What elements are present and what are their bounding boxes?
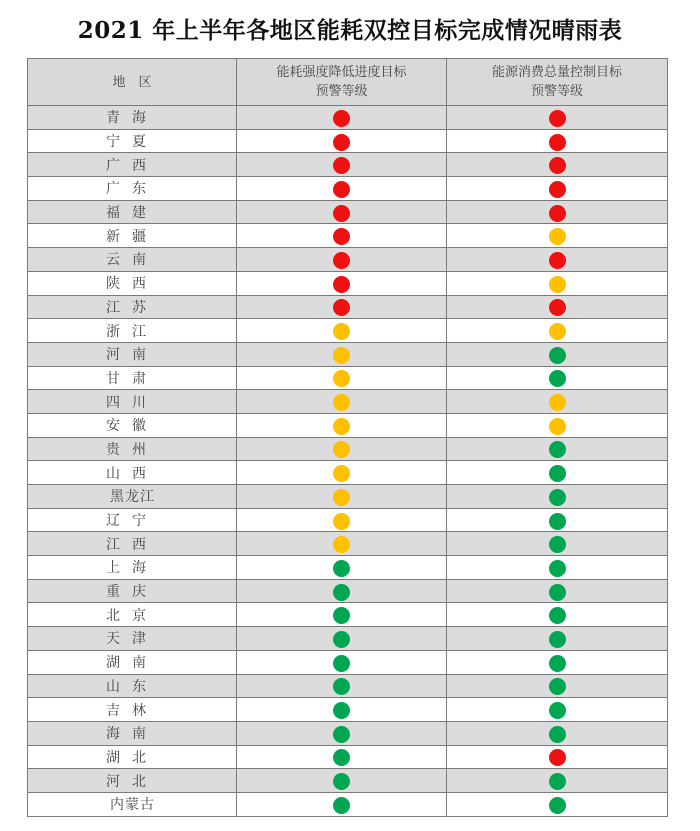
intensity-status-dot [333,181,350,198]
total-status-dot [549,323,566,340]
intensity-cell [237,319,447,343]
total-cell [447,177,668,201]
intensity-status-dot [333,441,350,458]
intensity-cell [237,485,447,509]
total-cell [447,461,668,485]
total-cell [447,556,668,580]
total-cell [447,390,668,414]
total-cell [447,319,668,343]
total-status-dot [549,749,566,766]
total-status-dot [549,584,566,601]
region-name: 浙江 [28,319,237,343]
total-cell [447,792,668,816]
table-row [28,177,668,201]
region-name: 重庆 [28,579,237,603]
region-header-label: 地 区 [112,74,152,90]
intensity-status-dot [333,773,350,790]
intensity-cell [237,390,447,414]
table-row [28,603,668,627]
region-name: 山西 [28,461,237,485]
intensity-cell [237,153,447,177]
table-body [28,106,668,817]
region-name: 吉林 [28,698,237,722]
table-row [28,745,668,769]
intensity-cell [237,106,447,130]
intensity-cell [237,627,447,651]
table-row [28,342,668,366]
table-row [28,437,668,461]
total-status-dot [549,276,566,293]
region-name: 云南 [28,248,237,272]
total-cell [447,627,668,651]
warning-table [27,58,668,817]
total-status-dot [549,347,566,364]
header-row [28,59,668,106]
region-name: 甘肃 [28,366,237,390]
total-cell [447,532,668,556]
table-row [28,153,668,177]
intensity-status-dot [333,228,350,245]
total-status-dot [549,299,566,316]
intensity-cell [237,650,447,674]
table-row [28,413,668,437]
intensity-cell [237,508,447,532]
intensity-cell [237,461,447,485]
region-name: 海南 [28,721,237,745]
intensity-cell [237,698,447,722]
total-cell [447,271,668,295]
intensity-cell [237,366,447,390]
intensity-status-dot [333,157,350,174]
total-status-dot [549,110,566,127]
intensity-status-dot [333,252,350,269]
intensity-cell [237,295,447,319]
intensity-status-dot [333,749,350,766]
total-status-dot [549,513,566,530]
region-name: 青海 [28,106,237,130]
table-row [28,366,668,390]
intensity-header [237,59,447,106]
total-cell [447,342,668,366]
intensity-status-dot [333,655,350,672]
total-status-dot [549,228,566,245]
table-row [28,224,668,248]
intensity-header-line2: 预警等级 [315,84,368,99]
table-row [28,532,668,556]
total-status-dot [549,205,566,222]
intensity-status-dot [333,797,350,814]
region-name: 山东 [28,674,237,698]
total-cell [447,437,668,461]
region-name: 新疆 [28,224,237,248]
region-name: 四川 [28,390,237,414]
total-status-dot [549,370,566,387]
table-row [28,248,668,272]
total-cell [447,224,668,248]
region-name: 湖北 [28,745,237,769]
table-row [28,698,668,722]
region-name: 广东 [28,177,237,201]
intensity-header-line1: 能耗强度降低进度目标 [276,65,407,80]
total-cell [447,745,668,769]
intensity-cell [237,532,447,556]
region-name: 上海 [28,556,237,580]
region-name: 广西 [28,153,237,177]
total-cell [447,153,668,177]
intensity-status-dot [333,323,350,340]
region-name: 陕西 [28,271,237,295]
table-row [28,390,668,414]
total-status-dot [549,702,566,719]
total-status-dot [549,797,566,814]
total-cell [447,650,668,674]
table-row [28,200,668,224]
intensity-status-dot [333,394,350,411]
intensity-cell [237,556,447,580]
region-name: 安徽 [28,413,237,437]
intensity-status-dot [333,205,350,222]
region-name: 北京 [28,603,237,627]
region-name: 宁夏 [28,129,237,153]
total-status-dot [549,418,566,435]
intensity-cell [237,177,447,201]
intensity-cell [237,437,447,461]
intensity-status-dot [333,513,350,530]
intensity-status-dot [333,370,350,387]
intensity-status-dot [333,631,350,648]
page-title: 2021 年上半年各地区能耗双控目标完成情况晴雨表 [77,17,623,44]
total-cell [447,129,668,153]
intensity-cell [237,129,447,153]
intensity-status-dot [333,465,350,482]
table-row [28,129,668,153]
total-cell [447,248,668,272]
intensity-status-dot [333,726,350,743]
total-status-dot [549,536,566,553]
total-header [447,59,668,106]
table-row [28,556,668,580]
intensity-cell [237,413,447,437]
total-cell [447,674,668,698]
intensity-cell [237,224,447,248]
table-row [28,485,668,509]
total-status-dot [549,773,566,790]
table-row [28,627,668,651]
region-name: 黑龙江 [28,485,237,509]
intensity-cell [237,342,447,366]
intensity-status-dot [333,489,350,506]
total-cell [447,603,668,627]
total-status-dot [549,157,566,174]
total-status-dot [549,465,566,482]
total-cell [447,295,668,319]
total-cell [447,413,668,437]
table-row [28,792,668,816]
total-status-dot [549,134,566,151]
intensity-cell [237,200,447,224]
region-name: 内蒙古 [28,792,237,816]
intensity-status-dot [333,110,350,127]
total-status-dot [549,607,566,624]
intensity-status-dot [333,299,350,316]
intensity-status-dot [333,276,350,293]
intensity-cell [237,603,447,627]
table-row [28,769,668,793]
total-status-dot [549,631,566,648]
total-status-dot [549,394,566,411]
total-cell [447,508,668,532]
intensity-cell [237,745,447,769]
total-cell [447,721,668,745]
table-row [28,271,668,295]
intensity-status-dot [333,678,350,695]
total-cell [447,366,668,390]
intensity-cell [237,674,447,698]
table-row [28,650,668,674]
intensity-status-dot [333,347,350,364]
region-name: 天津 [28,627,237,651]
region-name: 江苏 [28,295,237,319]
intensity-cell [237,792,447,816]
total-status-dot [549,655,566,672]
table-row [28,674,668,698]
intensity-status-dot [333,134,350,151]
total-header-line1: 能源消费总量控制目标 [491,65,622,80]
table-row [28,106,668,130]
intensity-status-dot [333,560,350,577]
total-status-dot [549,181,566,198]
table-row [28,579,668,603]
region-name: 湖南 [28,650,237,674]
total-cell [447,698,668,722]
intensity-cell [237,248,447,272]
intensity-cell [237,769,447,793]
total-status-dot [549,726,566,743]
total-cell [447,106,668,130]
total-header-line2: 预警等级 [530,84,583,99]
total-status-dot [549,252,566,269]
total-cell [447,769,668,793]
total-cell [447,579,668,603]
intensity-cell [237,579,447,603]
intensity-cell [237,721,447,745]
table-row [28,319,668,343]
region-name: 河南 [28,342,237,366]
intensity-status-dot [333,607,350,624]
total-status-dot [549,678,566,695]
intensity-status-dot [333,702,350,719]
region-name: 江西 [28,532,237,556]
total-status-dot [549,489,566,506]
table-row [28,461,668,485]
total-status-dot [549,441,566,458]
region-name: 辽宁 [28,508,237,532]
total-cell [447,200,668,224]
table-row [28,295,668,319]
region-name: 贵州 [28,437,237,461]
table-row [28,508,668,532]
intensity-cell [237,271,447,295]
region-name: 福建 [28,200,237,224]
intensity-status-dot [333,536,350,553]
table-row [28,721,668,745]
intensity-status-dot [333,584,350,601]
intensity-status-dot [333,418,350,435]
region-name: 河北 [28,769,237,793]
total-status-dot [549,560,566,577]
region-header [28,59,237,106]
total-cell [447,485,668,509]
